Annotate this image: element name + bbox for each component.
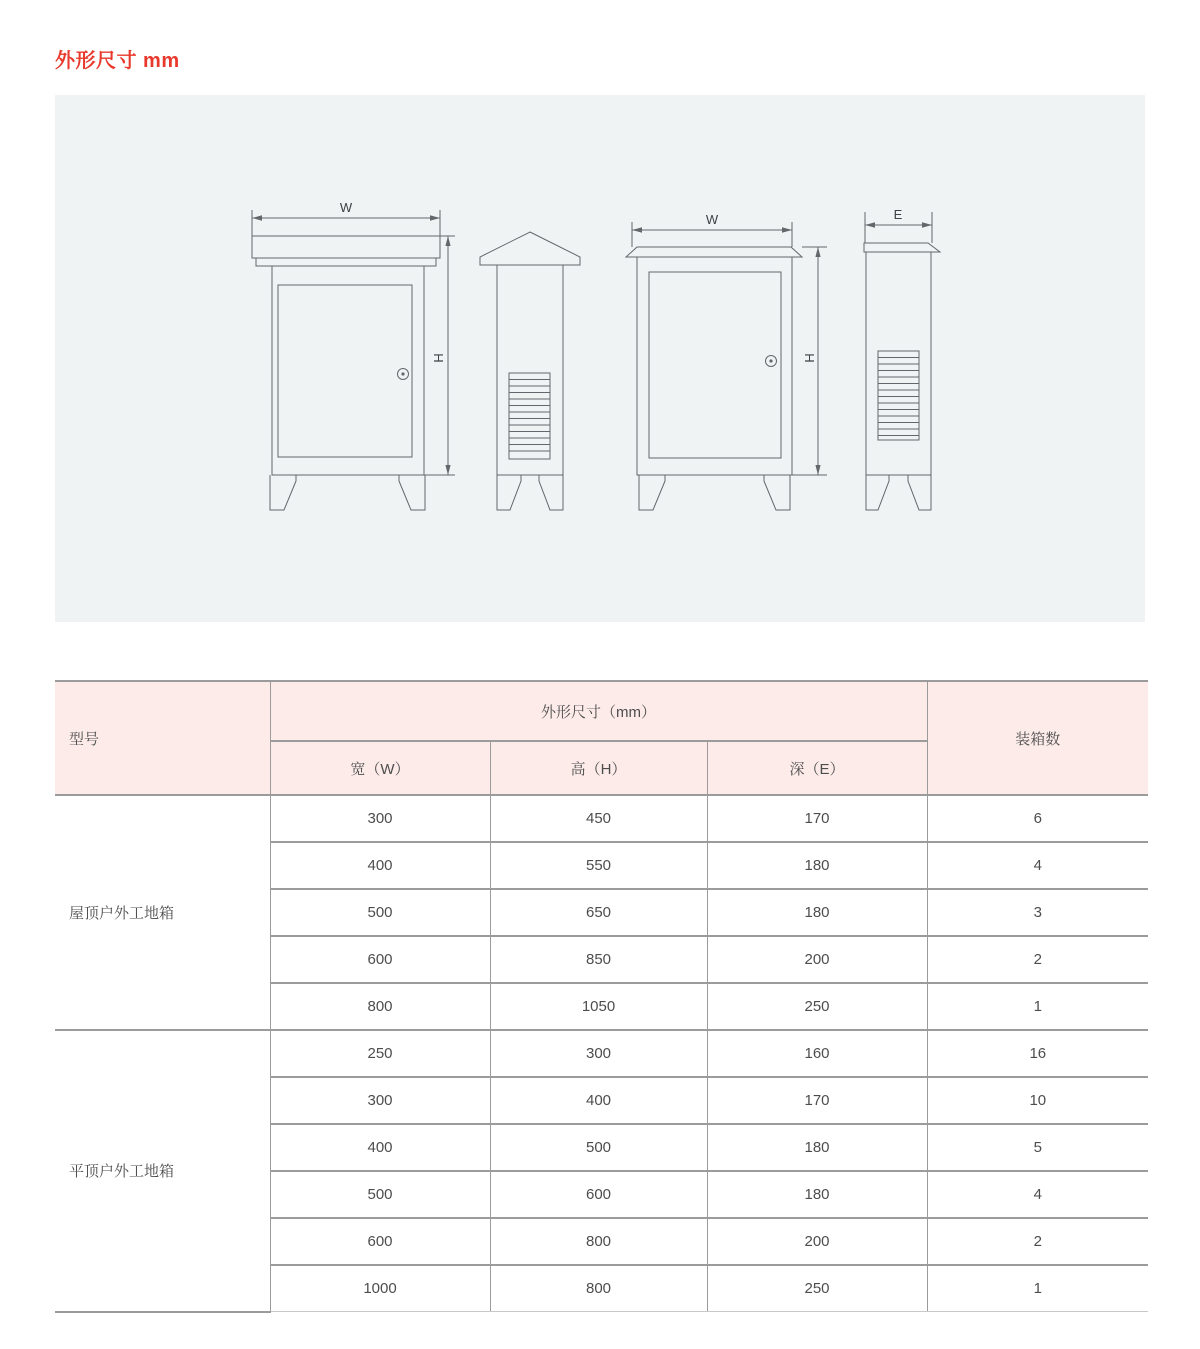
right-leg [908, 475, 931, 510]
packing-qty-value: 5 [927, 1124, 1148, 1171]
depth-value: 170 [707, 795, 927, 842]
depth-value: 170 [707, 1077, 927, 1124]
table-row [55, 795, 1148, 842]
depth-value: 200 [707, 936, 927, 983]
width-dimension-label: W [339, 200, 353, 215]
height-value: 450 [490, 795, 707, 842]
width-value: 250 [270, 1030, 490, 1077]
height-value: 400 [490, 1077, 707, 1124]
depth-dimension [865, 207, 932, 243]
packing-qty-value: 1 [927, 983, 1148, 1030]
dimension-drawings-panel [55, 95, 1145, 622]
packing-qty-value: 4 [927, 842, 1148, 889]
flat-roof-cap [864, 243, 940, 252]
cabinet-body [497, 265, 563, 475]
roof-cap [252, 236, 440, 258]
model-group-label: 平顶户外工地箱 [55, 1030, 270, 1312]
width-value: 600 [270, 936, 490, 983]
cabinet-door [649, 272, 781, 458]
depth-value: 180 [707, 842, 927, 889]
col-header-depth: 深（E） [707, 741, 927, 795]
left-leg [270, 475, 296, 510]
width-dimension [632, 212, 792, 247]
flat-roof-box-side-view [864, 207, 940, 510]
louver-vent [509, 373, 550, 459]
width-value: 500 [270, 1171, 490, 1218]
height-dimension-label: H [802, 353, 817, 363]
height-dimension [431, 236, 455, 475]
depth-value: 180 [707, 1124, 927, 1171]
packing-qty-value: 10 [927, 1077, 1148, 1124]
table-row [55, 1030, 1148, 1077]
left-leg [497, 475, 521, 510]
flat-roof-box-front-view [626, 212, 827, 510]
width-value: 800 [270, 983, 490, 1030]
packing-qty-value: 3 [927, 889, 1148, 936]
height-value: 850 [490, 936, 707, 983]
width-dimension [252, 200, 440, 236]
cabinet-door [278, 285, 412, 457]
lock-icon [398, 369, 409, 380]
col-header-model: 型号 [55, 681, 270, 795]
height-dimension [802, 247, 827, 475]
height-value: 1050 [490, 983, 707, 1030]
height-value: 650 [490, 889, 707, 936]
louver-vent [878, 351, 919, 440]
width-value: 500 [270, 889, 490, 936]
left-leg [639, 475, 665, 510]
height-dimension-label: H [431, 353, 446, 363]
packing-qty-value: 4 [927, 1171, 1148, 1218]
col-header-outer-dims: 外形尺寸（mm） [270, 681, 927, 741]
width-value: 400 [270, 842, 490, 889]
packing-qty-value: 2 [927, 1218, 1148, 1265]
left-leg [866, 475, 889, 510]
width-value: 300 [270, 1077, 490, 1124]
page-title: 外形尺寸 mm [55, 50, 180, 72]
dimensions-table [55, 680, 1148, 1313]
height-value: 600 [490, 1171, 707, 1218]
model-group-label: 屋顶户外工地箱 [55, 795, 270, 1030]
col-header-packing-qty: 装箱数 [927, 681, 1148, 795]
pitched-roof [480, 232, 580, 265]
height-value: 300 [490, 1030, 707, 1077]
width-value: 600 [270, 1218, 490, 1265]
width-dimension-label: W [705, 212, 719, 227]
packing-qty-value: 2 [927, 936, 1148, 983]
right-leg [539, 475, 563, 510]
width-value: 300 [270, 795, 490, 842]
depth-value: 180 [707, 1171, 927, 1218]
depth-value: 250 [707, 1265, 927, 1312]
packing-qty-value: 1 [927, 1265, 1148, 1312]
width-value: 1000 [270, 1265, 490, 1312]
depth-value: 180 [707, 889, 927, 936]
width-value: 400 [270, 1124, 490, 1171]
depth-value: 160 [707, 1030, 927, 1077]
depth-value: 250 [707, 983, 927, 1030]
flat-roof-cap [626, 247, 802, 257]
pitched-roof-box-side-view [480, 232, 580, 510]
packing-qty-value: 16 [927, 1030, 1148, 1077]
height-value: 800 [490, 1265, 707, 1312]
cabinet-body [272, 266, 424, 475]
pitched-roof-box-front-view [252, 200, 455, 510]
height-value: 550 [490, 842, 707, 889]
roof-cap-band [256, 258, 436, 266]
height-value: 500 [490, 1124, 707, 1171]
depth-value: 200 [707, 1218, 927, 1265]
packing-qty-value: 6 [927, 795, 1148, 842]
col-header-width: 宽（W） [270, 741, 490, 795]
outline-drawings [55, 95, 1145, 622]
depth-dimension-label: E [893, 207, 903, 222]
lock-icon [766, 356, 777, 367]
right-leg [764, 475, 790, 510]
right-leg [399, 475, 425, 510]
col-header-height: 高（H） [490, 741, 707, 795]
height-value: 800 [490, 1218, 707, 1265]
